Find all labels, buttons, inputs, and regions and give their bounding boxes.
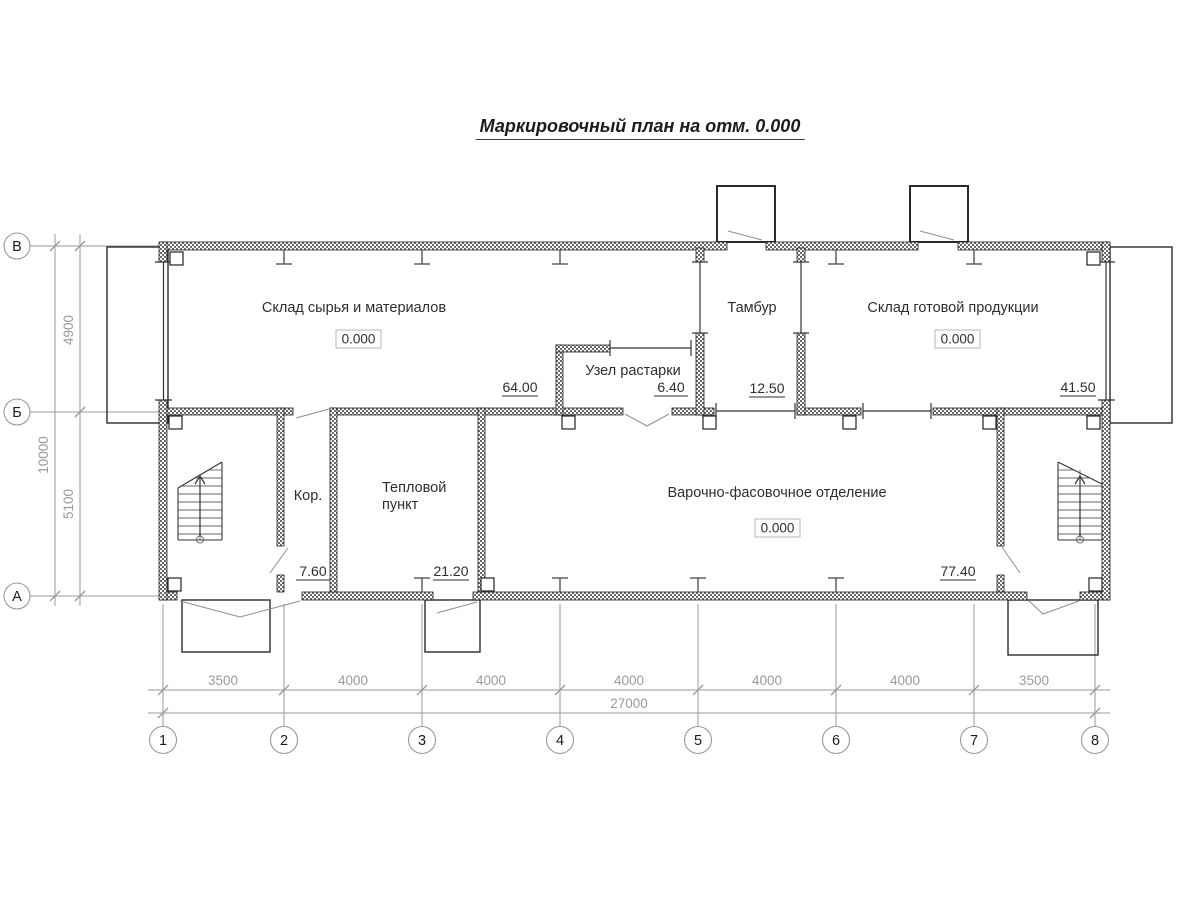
dim-horizontal-segment: 4000 <box>613 673 645 688</box>
axis-col-label: 2 <box>279 733 289 749</box>
axis-col-label: 7 <box>969 733 979 749</box>
room-koridor <box>294 488 330 580</box>
dim-vertical-segment: 5100 <box>61 488 76 520</box>
room-sklad-syrya <box>262 300 538 396</box>
dim-horizontal-total: 27000 <box>610 696 648 711</box>
dim-horizontal-segment: 4000 <box>475 673 507 688</box>
room-name: Склад готовой продукции <box>867 300 1039 316</box>
dim-horizontal-segment: 4000 <box>889 673 921 688</box>
stair-up-arrow <box>1075 476 1085 536</box>
room-tambur <box>727 300 785 397</box>
room-name: Кор. <box>293 488 323 504</box>
room-number: 7.60 <box>299 563 327 579</box>
room-number: 41.50 <box>1060 379 1096 395</box>
room-number: 64.00 <box>502 379 538 395</box>
platform-right <box>1110 247 1172 423</box>
axis-col-label: 8 <box>1090 733 1100 749</box>
room-name-line2: пункт <box>382 497 419 513</box>
dim-horizontal-segment: 4000 <box>751 673 783 688</box>
axis-row-label: А <box>12 589 22 605</box>
room-number: 21.20 <box>433 563 469 579</box>
axis-col-label: 1 <box>158 733 168 749</box>
axis-circles-bottom <box>150 727 1109 754</box>
axis-col-label: 5 <box>693 733 703 749</box>
porch-bottom-3 <box>1008 600 1098 655</box>
axis-col-label: 4 <box>555 733 565 749</box>
dimensions-left <box>36 234 85 606</box>
plan-title: Маркировочный план на отм. 0.000 <box>476 116 805 140</box>
stairs-right <box>1058 462 1102 543</box>
room-number: 6.40 <box>657 379 685 395</box>
room-name-line1: Тепловой <box>382 480 447 496</box>
walls <box>159 242 1110 600</box>
room-number: 77.40 <box>940 563 976 579</box>
axis-col-label: 3 <box>417 733 427 749</box>
axis-grid-left <box>4 233 160 609</box>
axis-row-label: Б <box>12 405 22 421</box>
dim-horizontal-segment: 4000 <box>337 673 369 688</box>
platform-left <box>107 247 168 423</box>
dim-vertical-total: 10000 <box>36 436 51 474</box>
room-uzel-rastarki <box>585 363 688 396</box>
dim-horizontal-segment: 3500 <box>1018 673 1050 688</box>
room-number: 12.50 <box>749 380 785 396</box>
room-name: Варочно-фасовочное отделение <box>667 485 887 501</box>
dim-horizontal-segment: 3500 <box>207 673 239 688</box>
room-name: Склад сырья и материалов <box>261 300 447 316</box>
axis-row-label: В <box>12 239 22 255</box>
room-sklad-gotovoy <box>867 300 1096 396</box>
porch-top-2 <box>910 186 968 242</box>
elevation-value: 0.000 <box>341 331 376 347</box>
stairs-left <box>178 462 222 543</box>
elevation-value: 0.000 <box>940 331 975 347</box>
loading-platforms <box>107 186 1172 655</box>
room-teplovoy-punkt <box>382 480 469 580</box>
dim-vertical-segment: 4900 <box>61 314 76 346</box>
door-swings <box>180 231 1079 617</box>
porch-bottom-1 <box>182 600 270 652</box>
porch-bottom-2 <box>425 600 480 652</box>
porch-top-1 <box>717 186 775 242</box>
elevation-value: 0.000 <box>760 520 795 536</box>
room-varochnoe <box>667 485 976 580</box>
axis-col-label: 6 <box>831 733 841 749</box>
stair-up-arrow <box>195 476 205 536</box>
room-name: Узел растарки <box>585 363 681 379</box>
axis-grid-bottom <box>148 604 1110 754</box>
room-name: Тамбур <box>727 300 777 316</box>
